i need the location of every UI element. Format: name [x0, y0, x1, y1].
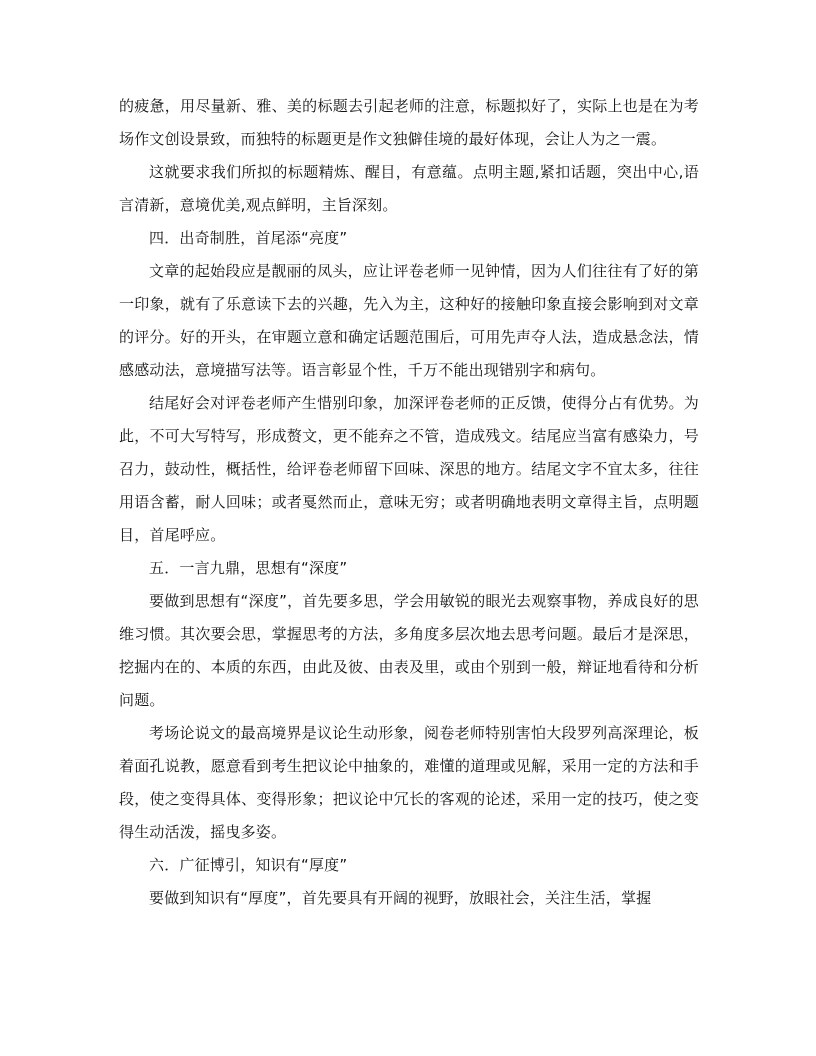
paragraph-thinking-depth: 要做到思想有“深度”，首先要多思，学会用敏锐的眼光去观察事物，养成良好的思维习惯。其次要会思，掌握思考的方法，多角度多层次地去思考问题。最后才是深思，挖掘内在的、本质的东西，由此及彼、由表及里，或由个别到一般，辩证地看待和分析问题。	[119, 592, 699, 709]
section-heading-4: 四．出奇制胜，首尾添“亮度”	[149, 229, 348, 247]
section-heading-6: 六．广征博引，知识有“厚度”	[149, 856, 348, 874]
paragraph-title-requirements: 这就要求我们所拟的标题精炼、醒目，有意蕴。点明主题,紧扣话题，突出中心,语言清新，意境优美,观点鲜明，主旨深刻。	[119, 163, 699, 214]
paragraph-argument-style: 考场论说文的最高境界是议论生动形象，阅卷老师特别害怕大段罗列高深理论，板着面孔说教，愿意看到考生把议论中抽象的，难懂的道理或见解，采用一定的方法和手段，使之变得具体、变得形象；把议论中冗长的客观的论述，采用一定的技巧，使之变得生动活泼，摇曳多姿。	[119, 724, 699, 841]
paragraph-title-continuation: 的疲惫，用尽量新、雅、美的标题去引起老师的注意，标题拟好了，实际上也是在为考场作文创设景致，而独特的标题更是作文独僻佳境的最好体现，会让人为之一震。	[119, 97, 699, 148]
paragraph-ending: 结尾好会对评卷老师产生惜别印象，加深评卷老师的正反馈，使得分占有优势。为此，不可大写特写，形成赘文，更不能弃之不管，造成残文。结尾应当富有感染力，号召力，鼓动性，概括性，给评卷老师留下回味、深思的地方。结尾文字不宜太多，往往用语含蓄，耐人回味；或者戛然而止，意味无穷；或者明确地表明文章得主旨，点明题目，首尾呼应。	[119, 394, 699, 544]
paragraph-opening: 文章的起始段应是靓丽的凤头，应让评卷老师一见钟情，因为人们往往有了好的第一印象，就有了乐意读下去的兴趣，先入为主，这种好的接触印象直接会影响到对文章的评分。好的开头，在审题立意和确定话题范围后，可用先声夺人法，造成悬念法，情感感动法，意境描写法等。语言彰显个性，千万不能出现错别字和病句。	[119, 262, 699, 379]
paragraph-knowledge-thickness: 要做到知识有“厚度”，首先要具有开阔的视野，放眼社会，关注生活，掌握	[149, 889, 652, 907]
document-page	[119, 90, 699, 915]
section-heading-5: 五．一言九鼎，思想有“深度”	[149, 559, 348, 577]
